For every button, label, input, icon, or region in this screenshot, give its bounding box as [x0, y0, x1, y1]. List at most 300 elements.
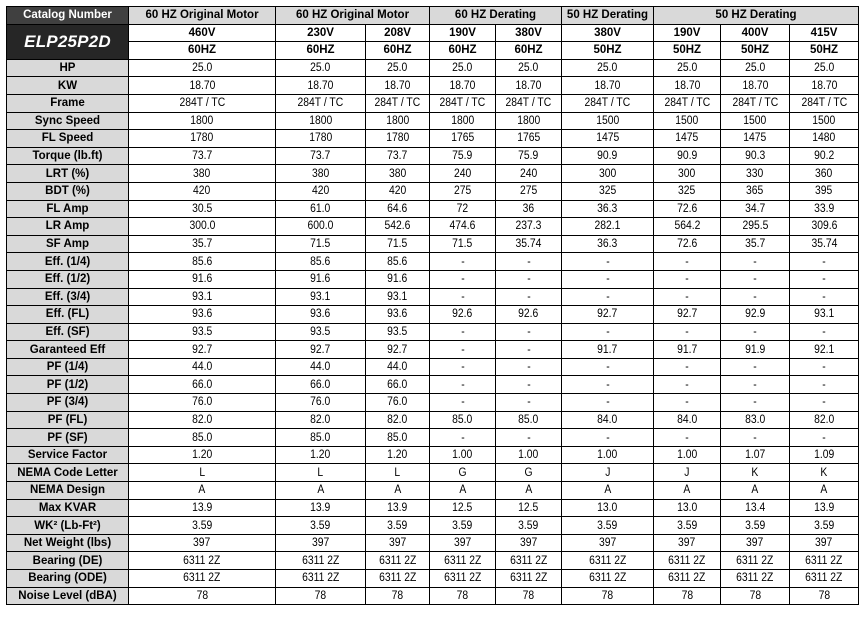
cell-value: 284T / TC — [584, 97, 631, 110]
table-row — [7, 253, 859, 271]
value-cell — [276, 517, 366, 535]
voltage-row — [7, 24, 859, 42]
value-cell — [129, 288, 276, 306]
value-cell — [721, 446, 790, 464]
table-row — [7, 77, 859, 95]
value-cell — [790, 552, 859, 570]
value-cell — [366, 499, 430, 517]
cell-value: 295.5 — [742, 220, 768, 233]
cell-value: 600.0 — [307, 220, 334, 233]
cell-value: 85.6 — [310, 255, 331, 268]
cell-value: 92.9 — [744, 308, 766, 321]
cell-value: 275 — [453, 185, 472, 198]
cell-value: - — [605, 255, 610, 268]
cell-value: 309.6 — [811, 220, 837, 233]
cell-value: 35.74 — [515, 238, 542, 251]
table-row — [7, 306, 859, 324]
cell-value: 93.6 — [191, 308, 213, 321]
cell-value: 240 — [453, 167, 472, 180]
value-cell — [430, 323, 496, 341]
cell-value: 93.6 — [387, 308, 408, 321]
cell-value: - — [753, 255, 757, 268]
value-cell — [496, 464, 562, 482]
cell-value: 91.7 — [676, 343, 698, 356]
value-cell — [654, 587, 721, 605]
cell-value: 6311 2Z — [183, 554, 221, 567]
cell-value: 1800 — [450, 114, 475, 127]
value-cell — [276, 306, 366, 324]
cell-value: 284T / TC — [505, 97, 552, 110]
table-row — [7, 288, 859, 306]
cell-value: 91.6 — [310, 273, 331, 286]
value-cell — [129, 446, 276, 464]
cell-value: - — [822, 325, 826, 338]
cell-value: 93.5 — [191, 325, 213, 338]
cell-value: 35.74 — [811, 238, 837, 251]
voltage-header: 400V — [721, 24, 790, 42]
value-cell — [562, 130, 654, 148]
value-cell — [366, 182, 430, 200]
row-label: PF (SF) — [7, 429, 129, 447]
value-cell — [790, 77, 859, 95]
cell-value: 13.9 — [813, 501, 835, 514]
value-cell — [790, 182, 859, 200]
voltage-header: 380V — [562, 24, 654, 42]
cell-value: 542.6 — [384, 220, 411, 233]
cell-value: 1.20 — [191, 449, 213, 462]
value-cell — [366, 235, 430, 253]
cell-value: 92.6 — [518, 308, 539, 321]
cell-value: 1800 — [516, 114, 541, 127]
value-cell — [276, 376, 366, 394]
voltage-header: 208V — [366, 24, 430, 42]
cell-value: G — [458, 466, 467, 479]
value-cell — [276, 253, 366, 271]
cell-value: - — [753, 290, 757, 303]
value-cell — [129, 358, 276, 376]
value-cell — [721, 130, 790, 148]
value-cell — [654, 306, 721, 324]
row-label: WK² (Lb-Ft²) — [7, 517, 129, 535]
cell-value: 66.0 — [310, 378, 331, 391]
value-cell — [366, 464, 430, 482]
value-cell — [129, 341, 276, 359]
cell-value: 1780 — [308, 132, 333, 145]
cell-value: 1.00 — [676, 449, 698, 462]
cell-value: 1.09 — [813, 449, 835, 462]
value-cell — [430, 306, 496, 324]
value-cell — [276, 552, 366, 570]
cell-value: 325 — [598, 185, 617, 198]
value-cell — [790, 200, 859, 218]
cell-value: - — [822, 255, 826, 268]
table-row — [7, 59, 859, 77]
value-cell — [430, 482, 496, 500]
value-cell — [496, 253, 562, 271]
cell-value: 73.7 — [191, 150, 213, 163]
cell-value: 420 — [388, 185, 407, 198]
value-cell — [129, 376, 276, 394]
cell-value: - — [822, 431, 826, 444]
cell-value: 66.0 — [191, 378, 213, 391]
cell-value: 6311 2Z — [588, 554, 627, 567]
value-cell — [496, 182, 562, 200]
value-cell — [366, 270, 430, 288]
value-cell — [366, 94, 430, 112]
value-cell — [562, 376, 654, 394]
value-cell — [276, 200, 366, 218]
cell-value: 1765 — [516, 132, 541, 145]
cell-value: - — [685, 396, 689, 409]
value-cell — [496, 306, 562, 324]
cell-value: 76.0 — [387, 396, 408, 409]
cell-value: 92.7 — [676, 308, 698, 321]
value-cell — [366, 570, 430, 588]
cell-value: 6311 2Z — [588, 572, 627, 585]
cell-value: - — [822, 361, 826, 374]
row-label: Service Factor — [7, 446, 129, 464]
value-cell — [496, 130, 562, 148]
value-cell — [129, 429, 276, 447]
cell-value: - — [822, 396, 826, 409]
frequency-header: 60HZ — [129, 42, 276, 60]
motor-spec-table — [6, 6, 859, 605]
cell-value: 1.00 — [597, 449, 618, 462]
cell-value: 1.00 — [452, 449, 473, 462]
value-cell — [721, 323, 790, 341]
cell-value: - — [460, 378, 465, 391]
value-cell — [721, 94, 790, 112]
value-cell — [721, 306, 790, 324]
cell-value: 380 — [388, 167, 407, 180]
value-cell — [276, 446, 366, 464]
value-cell — [496, 411, 562, 429]
frequency-row — [7, 42, 859, 60]
value-cell — [129, 130, 276, 148]
cell-value: 92.6 — [452, 308, 473, 321]
value-cell — [790, 165, 859, 183]
value-cell — [129, 587, 276, 605]
value-cell — [562, 306, 654, 324]
cell-value: 72.6 — [676, 238, 698, 251]
cell-value: 90.9 — [597, 150, 618, 163]
value-cell — [496, 429, 562, 447]
value-cell — [366, 112, 430, 130]
cell-value: 18.70 — [742, 79, 768, 92]
value-cell — [654, 464, 721, 482]
row-label: Bearing (ODE) — [7, 570, 129, 588]
spec-body — [7, 59, 859, 604]
value-cell — [654, 147, 721, 165]
value-cell — [721, 570, 790, 588]
value-cell — [496, 570, 562, 588]
table-row — [7, 358, 859, 376]
value-cell — [496, 165, 562, 183]
value-cell — [721, 464, 790, 482]
cell-value: 93.5 — [387, 325, 408, 338]
cell-value: 1800 — [308, 114, 333, 127]
row-label: Eff. (3/4) — [7, 288, 129, 306]
cell-value: 76.0 — [310, 396, 331, 409]
cell-value: 6311 2Z — [509, 554, 548, 567]
cell-value: 380 — [193, 167, 211, 180]
cell-value: 83.0 — [744, 413, 766, 426]
cell-value: 1.07 — [744, 449, 766, 462]
value-cell — [654, 552, 721, 570]
group-header: 60 HZ Original Motor — [129, 7, 276, 25]
cell-value: 3.59 — [518, 519, 539, 532]
cell-value: - — [753, 325, 757, 338]
cell-value: 397 — [815, 537, 833, 550]
value-cell — [430, 570, 496, 588]
cell-value: 6311 2Z — [443, 572, 482, 585]
value-cell — [654, 341, 721, 359]
value-cell — [721, 200, 790, 218]
cell-value: 82.0 — [310, 413, 331, 426]
value-cell — [790, 288, 859, 306]
table-row — [7, 429, 859, 447]
row-label: SF Amp — [7, 235, 129, 253]
value-cell — [654, 270, 721, 288]
cell-value: 72 — [456, 202, 469, 215]
value-cell — [366, 552, 430, 570]
value-cell — [721, 534, 790, 552]
cell-value: - — [822, 378, 826, 391]
cell-value: - — [753, 396, 757, 409]
group-header: 60 HZ Original Motor — [276, 7, 430, 25]
value-cell — [129, 59, 276, 77]
value-cell — [276, 358, 366, 376]
cell-value: 365 — [746, 185, 764, 198]
cell-value: 284T / TC — [664, 97, 710, 110]
cell-value: 25.0 — [744, 62, 766, 75]
table-row — [7, 446, 859, 464]
value-cell — [721, 182, 790, 200]
value-cell — [430, 200, 496, 218]
cell-value: 78 — [601, 589, 614, 602]
value-cell — [721, 552, 790, 570]
value-cell — [790, 130, 859, 148]
value-cell — [366, 147, 430, 165]
cell-value: - — [822, 290, 826, 303]
value-cell — [366, 323, 430, 341]
value-cell — [129, 464, 276, 482]
table-row — [7, 235, 859, 253]
value-cell — [430, 130, 496, 148]
cell-value: 84.0 — [597, 413, 618, 426]
cell-value: 25.0 — [597, 62, 618, 75]
cell-value: 92.7 — [387, 343, 408, 356]
value-cell — [562, 253, 654, 271]
value-cell — [790, 411, 859, 429]
cell-value: 474.6 — [449, 220, 476, 233]
cell-value: L — [199, 466, 205, 479]
cell-value: 71.5 — [387, 238, 408, 251]
value-cell — [129, 394, 276, 412]
cell-value: 284T / TC — [374, 97, 421, 110]
cell-value: 25.0 — [310, 62, 331, 75]
value-cell — [654, 182, 721, 200]
value-cell — [496, 147, 562, 165]
value-cell — [276, 147, 366, 165]
cell-value: 93.1 — [813, 308, 835, 321]
cell-value: - — [685, 361, 689, 374]
value-cell — [654, 165, 721, 183]
value-cell — [496, 517, 562, 535]
cell-value: - — [460, 396, 465, 409]
value-cell — [654, 288, 721, 306]
cell-value: 3.59 — [310, 519, 331, 532]
value-cell — [790, 570, 859, 588]
value-cell — [276, 288, 366, 306]
cell-value: 78 — [818, 589, 830, 602]
value-cell — [562, 323, 654, 341]
value-cell — [276, 482, 366, 500]
cell-value: 44.0 — [191, 361, 213, 374]
value-cell — [366, 306, 430, 324]
cell-value: 1780 — [385, 132, 410, 145]
value-cell — [430, 182, 496, 200]
cell-value: 78 — [456, 589, 469, 602]
value-cell — [721, 376, 790, 394]
cell-value: - — [526, 361, 531, 374]
spec-sheet — [6, 6, 858, 605]
frequency-header: 50HZ — [721, 42, 790, 60]
value-cell — [562, 182, 654, 200]
value-cell — [129, 534, 276, 552]
cell-value: 1.00 — [518, 449, 539, 462]
cell-value: 397 — [678, 537, 696, 550]
cell-value: 13.9 — [310, 501, 331, 514]
value-cell — [129, 570, 276, 588]
value-cell — [496, 235, 562, 253]
table-row — [7, 323, 859, 341]
cell-value: - — [460, 290, 465, 303]
row-label: Frame — [7, 94, 129, 112]
value-cell — [129, 200, 276, 218]
value-cell — [129, 235, 276, 253]
cell-value: 330 — [746, 167, 764, 180]
frequency-header: 60HZ — [276, 42, 366, 60]
table-row — [7, 464, 859, 482]
cell-value: 1480 — [812, 132, 836, 145]
value-cell — [366, 534, 430, 552]
value-cell — [430, 218, 496, 236]
value-cell — [366, 165, 430, 183]
cell-value: 237.3 — [515, 220, 542, 233]
table-row — [7, 570, 859, 588]
cell-value: 76.0 — [191, 396, 213, 409]
cell-value: A — [394, 484, 401, 497]
value-cell — [562, 341, 654, 359]
value-cell — [430, 446, 496, 464]
value-cell — [276, 587, 366, 605]
cell-value: 93.1 — [387, 290, 408, 303]
value-cell — [790, 482, 859, 500]
cell-value: 30.5 — [191, 202, 213, 215]
cell-value: 13.9 — [387, 501, 408, 514]
value-cell — [496, 270, 562, 288]
value-cell — [430, 517, 496, 535]
cell-value: 284T / TC — [732, 97, 778, 110]
cell-value: 71.5 — [310, 238, 331, 251]
value-cell — [430, 288, 496, 306]
value-cell — [430, 165, 496, 183]
value-cell — [430, 394, 496, 412]
cell-value: 1500 — [675, 114, 699, 127]
value-cell — [276, 323, 366, 341]
cell-value: 78 — [522, 589, 535, 602]
cell-value: 3.59 — [744, 519, 766, 532]
cell-value: 1780 — [190, 132, 214, 145]
value-cell — [562, 570, 654, 588]
cell-value: 85.0 — [310, 431, 331, 444]
row-label: Torque (lb.ft) — [7, 147, 129, 165]
value-cell — [496, 534, 562, 552]
value-cell — [129, 552, 276, 570]
cell-value: 34.7 — [744, 202, 766, 215]
cell-value: 1.20 — [310, 449, 331, 462]
value-cell — [366, 482, 430, 500]
value-cell — [366, 77, 430, 95]
cell-value: - — [460, 255, 465, 268]
table-row — [7, 130, 859, 148]
cell-value: - — [526, 290, 531, 303]
value-cell — [276, 499, 366, 517]
value-cell — [790, 218, 859, 236]
cell-value: 91.6 — [191, 273, 213, 286]
table-row — [7, 182, 859, 200]
table-row — [7, 534, 859, 552]
cell-value: 360 — [815, 167, 833, 180]
frequency-header: 60HZ — [496, 42, 562, 60]
table-row — [7, 341, 859, 359]
cell-value: 91.6 — [387, 273, 408, 286]
table-row — [7, 517, 859, 535]
value-cell — [496, 499, 562, 517]
row-label: PF (1/2) — [7, 376, 129, 394]
cell-value: 75.9 — [518, 150, 539, 163]
value-cell — [129, 218, 276, 236]
value-cell — [654, 411, 721, 429]
cell-value: 78 — [749, 589, 761, 602]
value-cell — [129, 323, 276, 341]
value-cell — [654, 394, 721, 412]
cell-value: - — [685, 325, 689, 338]
value-cell — [366, 358, 430, 376]
value-cell — [366, 288, 430, 306]
value-cell — [496, 394, 562, 412]
value-cell — [721, 341, 790, 359]
value-cell — [129, 112, 276, 130]
value-cell — [276, 59, 366, 77]
cell-value: 6311 2Z — [301, 554, 340, 567]
value-cell — [496, 552, 562, 570]
table-row — [7, 394, 859, 412]
cell-value: - — [685, 290, 689, 303]
table-row — [7, 552, 859, 570]
model-number: ELP25P2D — [7, 24, 129, 59]
value-cell — [129, 306, 276, 324]
value-cell — [790, 323, 859, 341]
cell-value: 1.20 — [387, 449, 408, 462]
cell-value: 36.3 — [597, 238, 618, 251]
catalog-number-label: Catalog Number — [7, 7, 129, 25]
cell-value: 18.70 — [515, 79, 542, 92]
value-cell — [562, 534, 654, 552]
row-label: Bearing (DE) — [7, 552, 129, 570]
cell-value: 13.0 — [676, 501, 698, 514]
